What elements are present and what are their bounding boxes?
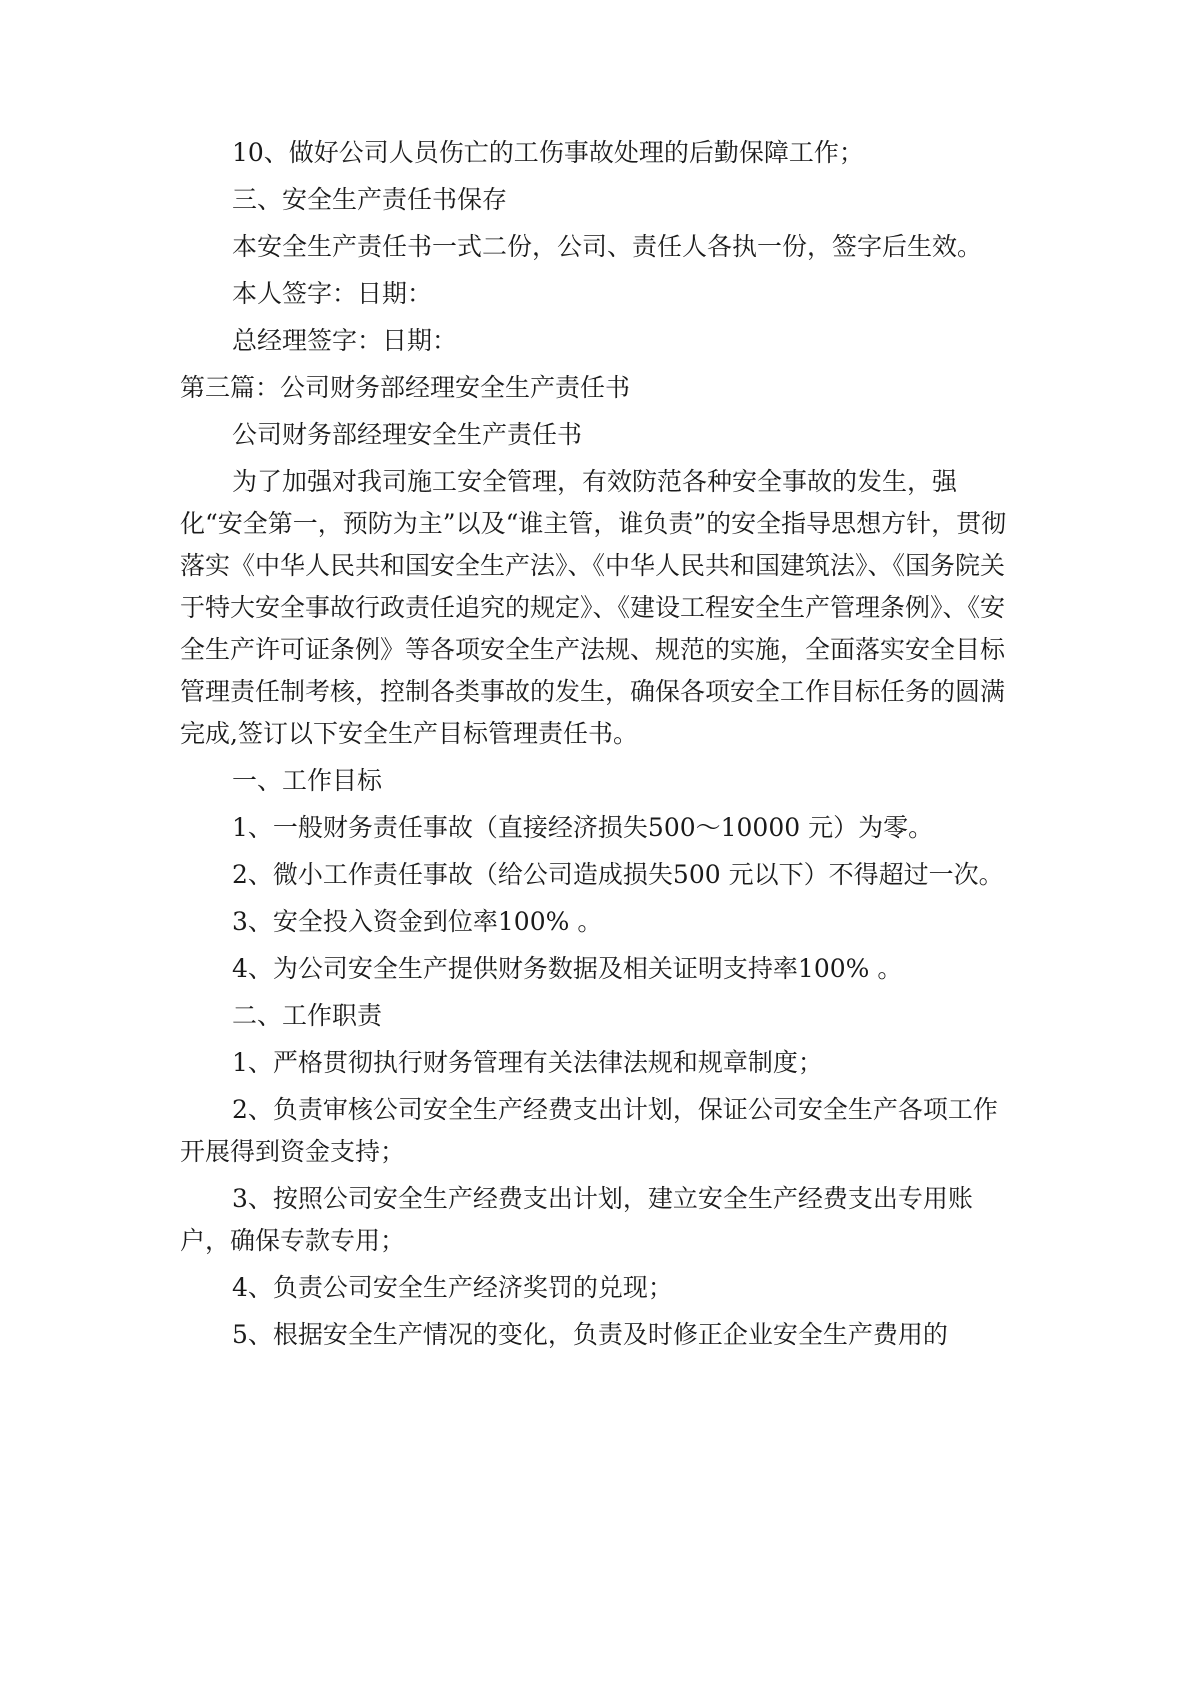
document-body [180, 132, 1010, 1361]
section-heading-goals: 一、工作目标 [232, 766, 383, 795]
signature-line-self: 本人签字：日期： [232, 279, 433, 308]
duty-item-3: 3、按照公司安全生产经费支出计划，建立安全生产经费支出专用账户，确保专款专用； [180, 1184, 973, 1255]
duty-item-1: 1、严格贯彻执行财务管理有关法律法规和规章制度； [232, 1048, 823, 1077]
goal-item-1: 1、一般财务责任事故（直接经济损失500～10000 元）为零。 [232, 813, 934, 842]
duty-item-4: 4、负责公司安全生产经济奖罚的兑现； [232, 1273, 673, 1302]
preamble-paragraph: 为了加强对我司施工安全管理，有效防范各种安全事故的发生，强化“安全第一，预防为主”以及“谁主管，谁负责”的安全指导思想方针，贯彻落实《中华人民共和国安全生产法》、《中华人民共和国建筑法》、《国务院关于特大安全事故行政责任追究的规定》、《建设工程安全生产管理条例》、《安全生产许可证条例》等各项安全生产法规、规范的实施，全面落实安全目标管理责任制考核，控制各类事故的发生，确保各项安全工作目标任务的圆满完成,签订以下安全生产目标管理责任书。 [180, 467, 1007, 748]
section-heading-storage: 三、安全生产责任书保存 [232, 185, 508, 214]
paragraph-copies: 本安全生产责任书一式二份，公司、责任人各执一份，签字后生效。 [232, 232, 983, 261]
goal-item-3: 3、安全投入资金到位率100% 。 [232, 907, 603, 936]
paragraph-item-10: 10、做好公司人员伤亡的工伤事故处理的后勤保障工作； [232, 138, 864, 167]
chapter-title: 第三篇：公司财务部经理安全生产责任书 [180, 373, 631, 402]
duty-item-2: 2、负责审核公司安全生产经费支出计划，保证公司安全生产各项工作开展得到资金支持； [180, 1095, 998, 1166]
goal-item-2: 2、微小工作责任事故（给公司造成损失500 元以下）不得超过一次。 [232, 860, 1004, 889]
document-title: 公司财务部经理安全生产责任书 [232, 420, 583, 449]
section-heading-duties: 二、工作职责 [232, 1001, 383, 1030]
duty-item-5: 5、根据安全生产情况的变化，负责及时修正企业安全生产费用的 [232, 1320, 948, 1349]
signature-line-manager: 总经理签字：日期： [232, 326, 458, 355]
goal-item-4: 4、为公司安全生产提供财务数据及相关证明支持率100% 。 [232, 954, 903, 983]
